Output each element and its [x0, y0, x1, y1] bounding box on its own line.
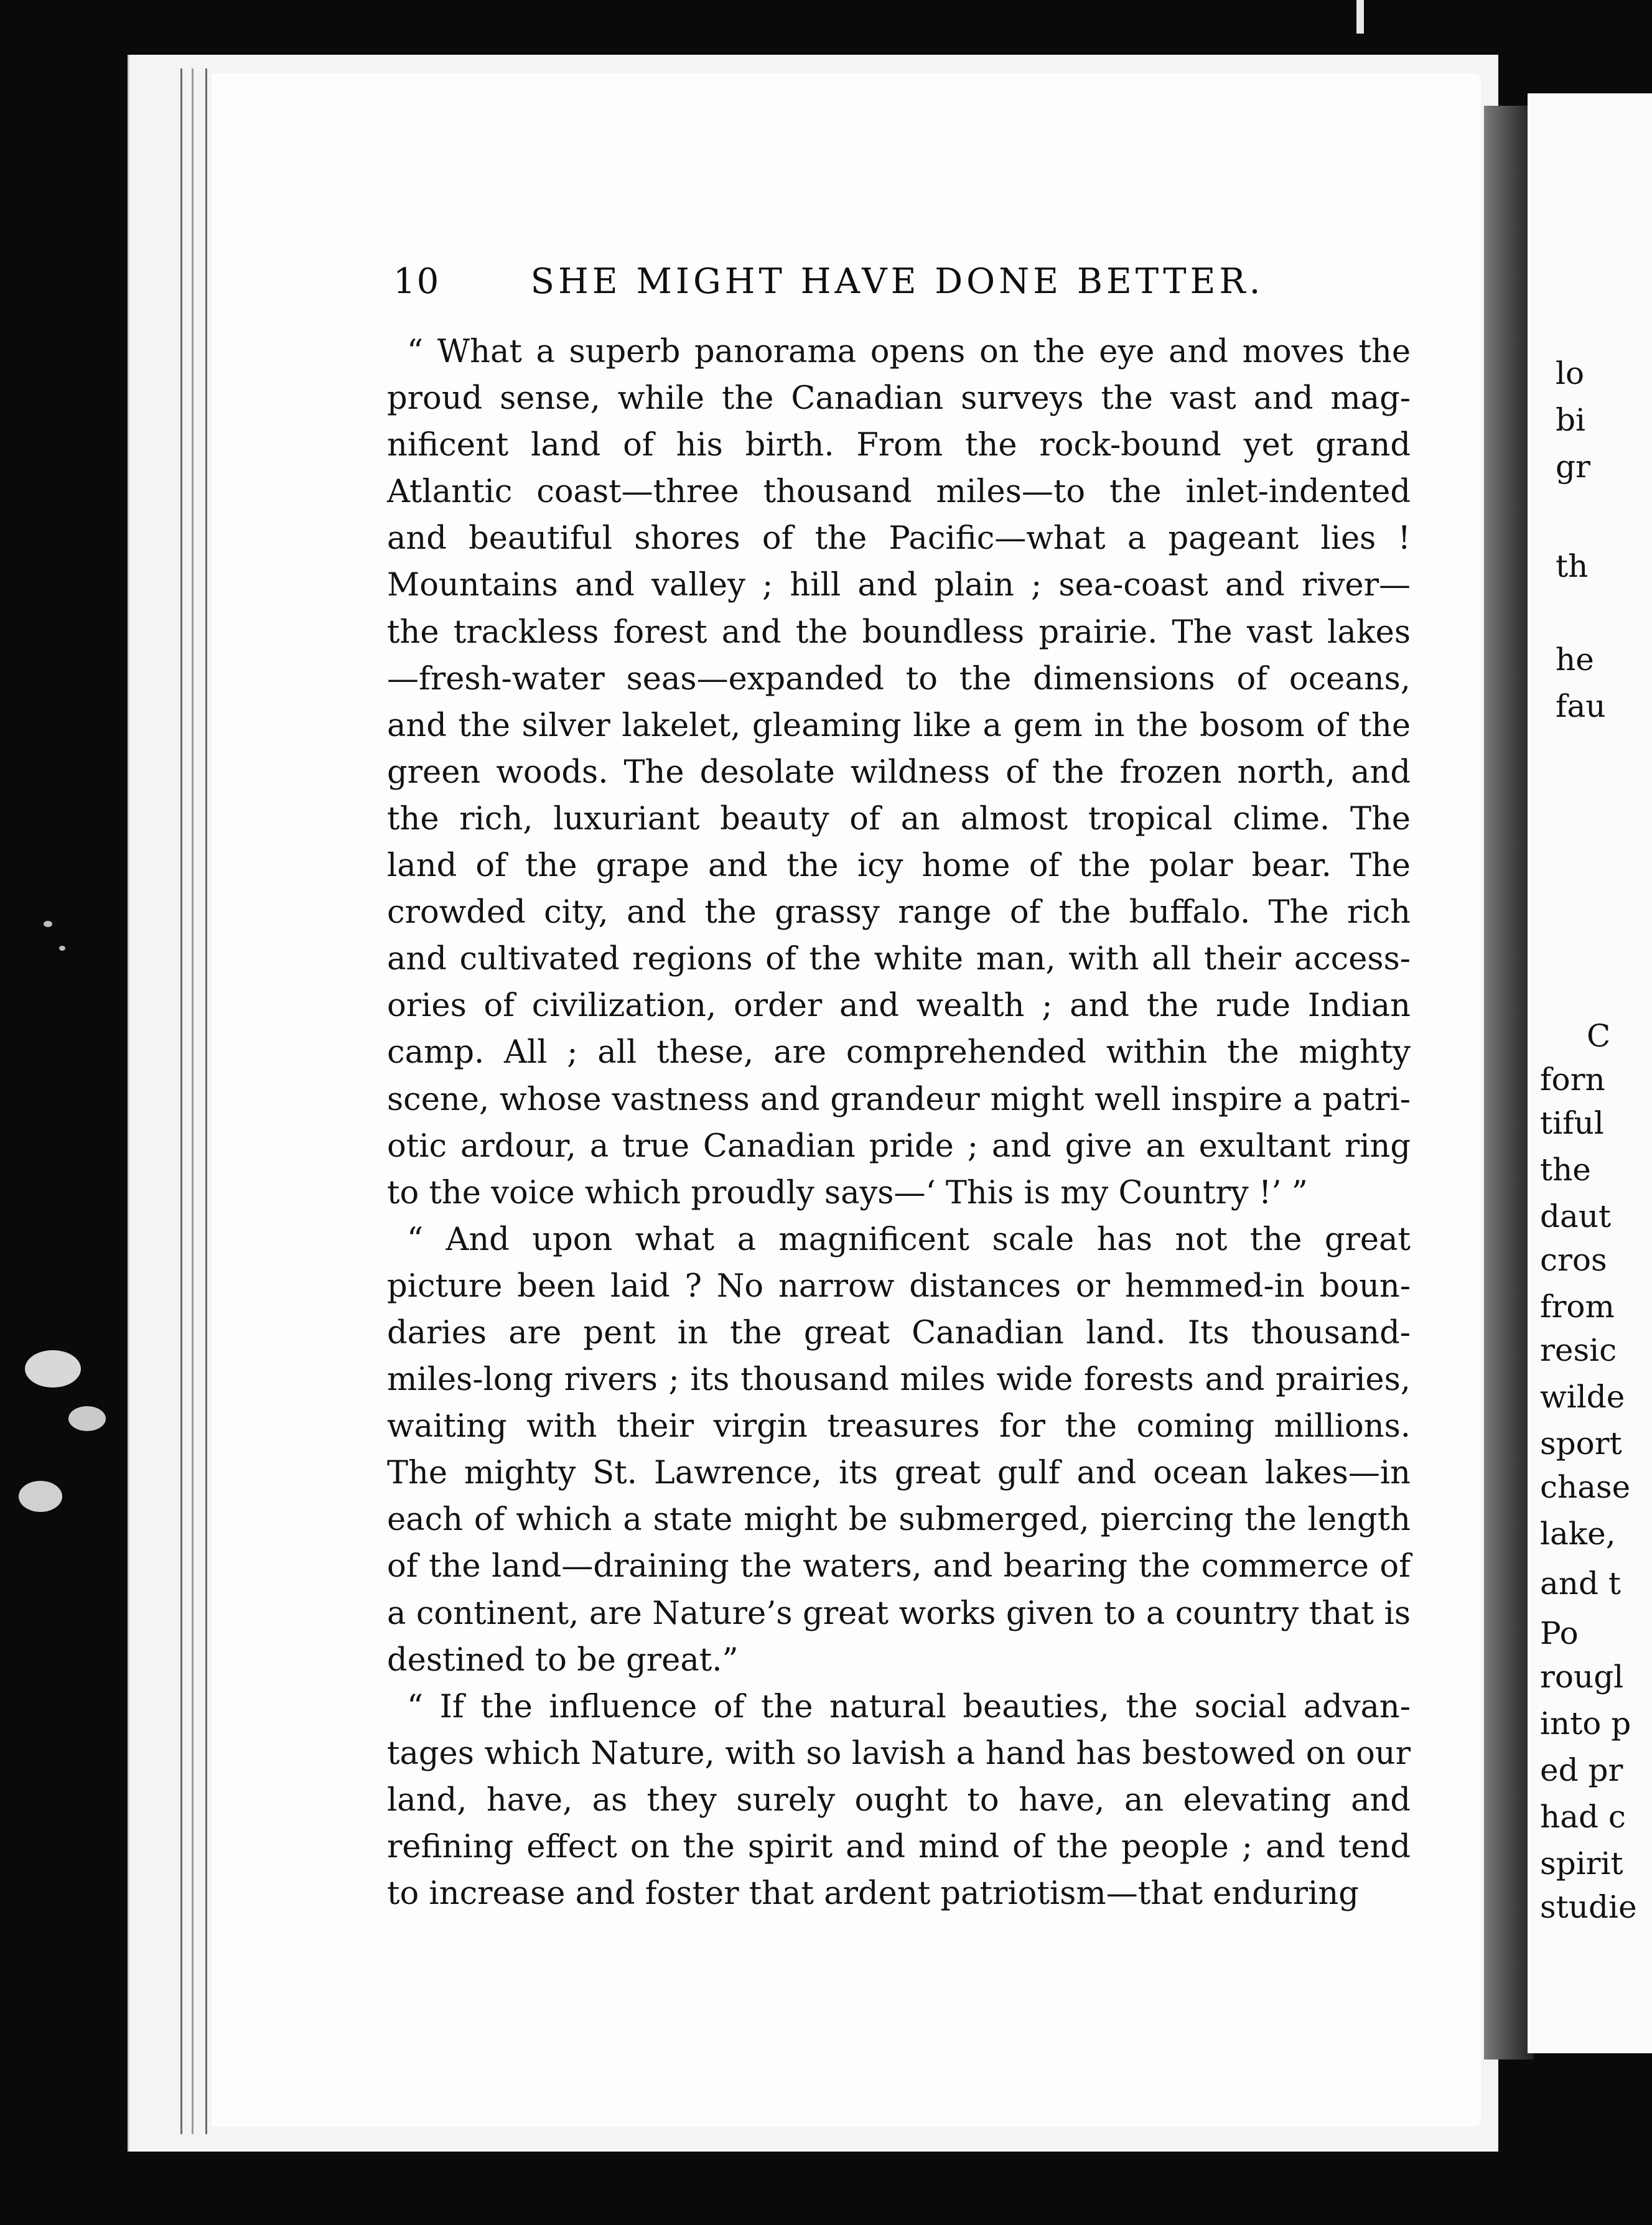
facing-page-fragment: forn [1540, 1061, 1605, 1098]
text-line: land of the grape and the icy home of the polar bear. The [387, 847, 1411, 885]
text-line: camp. All ; all these, are comprehended within the mighty [387, 1034, 1411, 1071]
text-line: land, have, as they surely ought to have, an elevating and [387, 1781, 1411, 1819]
book-gutter-shadow [1484, 106, 1534, 2059]
facing-page-fragment: sport [1540, 1425, 1622, 1462]
facing-page-fragment: chase [1540, 1469, 1631, 1505]
body-text [387, 329, 1411, 1917]
text-line: the trackless forest and the boundless prairie. The vast lakes [387, 613, 1411, 651]
text-line: to increase and foster that ardent patriotism—that enduring [387, 1875, 1359, 1913]
facing-page-fragment: and t [1540, 1565, 1622, 1602]
text-line: crowded city, and the grassy range of the buffalo. The rich [387, 894, 1411, 931]
text-line: —fresh-water seas—expanded to the dimensions of oceans, [387, 660, 1411, 697]
facing-page-fragment: fau [1556, 688, 1606, 724]
text-line: destined to be great.” [387, 1641, 739, 1679]
facing-page-fragment: wilde [1540, 1379, 1625, 1415]
facing-page-fragment: gr [1556, 449, 1590, 485]
page-edge-line [192, 68, 194, 2134]
text-line: refining effect on the spirit and mind of the people ; and tend [387, 1829, 1411, 1865]
scan-speck [25, 1350, 81, 1388]
facing-page-fragment: tiful [1540, 1105, 1604, 1141]
text-line: Atlantic coast—three thousand miles—to the inlet-indented [387, 473, 1411, 511]
text-line: daries are pent in the great Canadian land. Its thousand- [387, 1314, 1411, 1351]
facing-page-fragment: lo [1556, 355, 1585, 391]
facing-page-fragment: he [1556, 641, 1594, 678]
facing-page-fragment: the [1540, 1152, 1591, 1188]
text-line: green woods. The desolate wildness of the frozen north, and [387, 753, 1411, 791]
text-line: nificent land of his birth. From the rock-bound yet grand [387, 427, 1411, 464]
facing-page-fragment: daut [1540, 1198, 1612, 1234]
scan-speck [68, 1406, 106, 1431]
facing-page-fragment: cros [1540, 1242, 1607, 1278]
scan-edge-mark [1356, 0, 1364, 34]
text-line: the rich, luxuriant beauty of an almost tropical clime. The [387, 800, 1411, 837]
text-line: waiting with their virgin treasures for the coming millions. [387, 1408, 1411, 1445]
page-number: 10 [393, 261, 441, 302]
facing-page-fragment: bi [1556, 402, 1585, 438]
text-line: tages which Nature, with so lavish a hand has bestowed on our [387, 1735, 1411, 1772]
text-line: a continent, are Nature’s great works given to a country that is [387, 1595, 1411, 1632]
text-line: and the silver lakelet, gleaming like a gem in the bosom of the [387, 707, 1411, 744]
scan-speck [59, 946, 65, 951]
text-line: The mighty St. Lawrence, its great gulf and ocean lakes—in [387, 1455, 1411, 1492]
scan-speck [19, 1481, 62, 1512]
facing-page-fragment: ed pr [1540, 1752, 1623, 1788]
text-line: “ And upon what a magnificent scale has not the great [407, 1221, 1411, 1258]
text-line: Mountains and valley ; hill and plain ; sea-coast and river— [387, 567, 1411, 604]
text-line: picture been laid ? No narrow distances or hemmed-in boun- [387, 1267, 1411, 1305]
text-line: of the land—draining the waters, and bearing the commerce of [387, 1548, 1411, 1585]
facing-page-fragment: rougl [1540, 1659, 1624, 1695]
text-line: scene, whose vastness and grandeur might well inspire a patri- [387, 1081, 1411, 1118]
scan-speck [44, 921, 52, 927]
text-line: “ What a superb panorama opens on the eye and moves the [407, 334, 1411, 370]
text-line: ories of civilization, order and wealth ; and the rude Indian [387, 987, 1411, 1025]
text-line: and cultivated regions of the white man, with all their access- [387, 941, 1411, 978]
text-line: miles-long rivers ; its thousand miles wide forests and prairies, [387, 1361, 1411, 1399]
facing-page-fragment: from [1540, 1289, 1615, 1325]
page-edge-line [180, 68, 182, 2134]
facing-page-fragment: Po [1540, 1615, 1579, 1651]
facing-page-fragment: into p [1540, 1705, 1631, 1742]
page-heading: SHE MIGHT HAVE DONE BETTER. [530, 261, 1264, 302]
text-line: to the voice which proudly says—‘ This is my Country !’ ” [387, 1174, 1308, 1211]
text-line: “ If the influence of the natural beauties, the social advan- [407, 1688, 1411, 1725]
text-line: and beautiful shores of the Pacific—what a pageant lies ! [387, 520, 1411, 557]
facing-page-fragment: studie [1540, 1889, 1637, 1925]
facing-page-fragment: C [1587, 1018, 1611, 1054]
text-line: each of which a state might be submerged, piercing the length [387, 1501, 1411, 1539]
facing-page-fragment: lake, [1540, 1516, 1616, 1552]
facing-page-fragment: resic [1540, 1332, 1617, 1368]
text-line: proud sense, while the Canadian surveys the vast and mag- [387, 380, 1411, 417]
facing-page-fragment: had c [1540, 1799, 1626, 1835]
text-line: otic ardour, a true Canadian pride ; and give an exultant ring [387, 1127, 1411, 1165]
page-edge-line [205, 68, 207, 2134]
facing-page-fragment: spirit [1540, 1845, 1623, 1882]
facing-page-fragment: th [1556, 548, 1589, 584]
running-head [393, 261, 1308, 311]
